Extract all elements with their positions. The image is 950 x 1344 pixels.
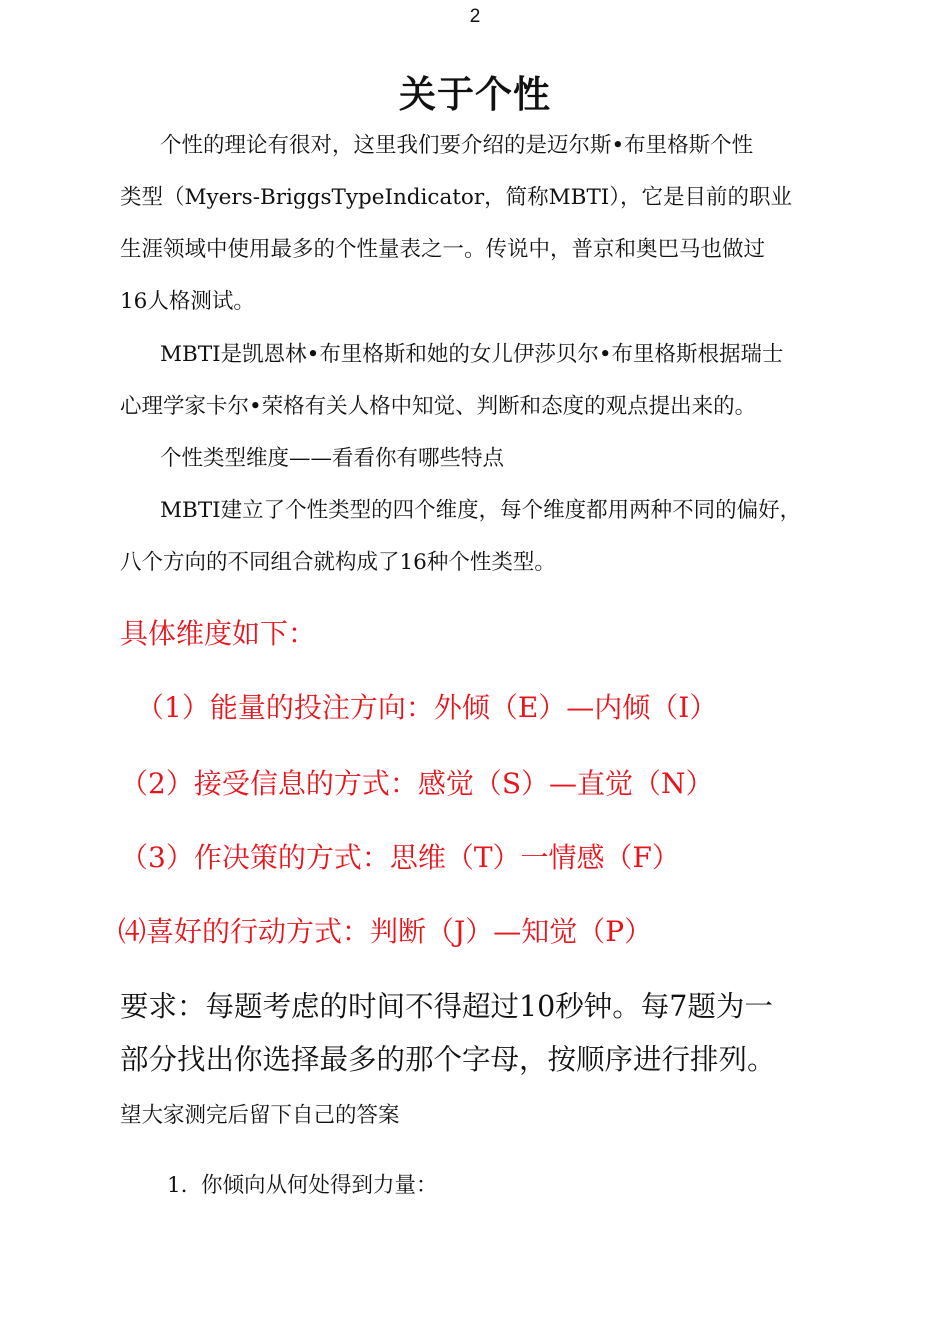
closing-note: 望大家测完后留下自己的答案: [120, 1103, 400, 1128]
structure-line-2: 八个方向的不同组合就构成了16种个性类型。: [120, 550, 556, 575]
intro-line-2: 类型（Myers-BriggsTypeIndicator，简称MBTI），它是目前的职业: [120, 185, 793, 210]
page-title: 关于个性: [399, 73, 551, 116]
requirement-line-2: 部分找出你选择最多的那个字母，按顺序进行排列。: [120, 1043, 776, 1076]
question-text: 你倾向从何处得到力量：: [201, 1173, 438, 1198]
dimension-item-4: ⑷喜好的行动方式：判断（J）—知觉（P）: [118, 915, 653, 948]
dimension-item-1: （1）能量的投注方向：外倾（E）—内倾（I）: [136, 691, 718, 724]
structure-line-1: MBTI建立了个性类型的四个维度，每个维度都用两种不同的偏好，: [160, 498, 802, 523]
dimension-item-2: （2）接受信息的方式：感觉（S）—直觉（N）: [120, 767, 714, 800]
intro-line-1: 个性的理论有很对，这里我们要介绍的是迈尔斯•布里格斯个性: [160, 133, 754, 158]
page-number: 2: [469, 6, 481, 27]
intro-line-4: 16人格测试。: [120, 289, 255, 314]
intro-line-3: 生涯领域中使用最多的个性量表之一。传说中，普京和奥巴马也做过: [120, 237, 766, 262]
question-1: [167, 1171, 438, 1201]
origin-line-2: 心理学家卡尔•荣格有关人格中知觉、判断和态度的观点提出来的。: [120, 394, 757, 419]
dimensions-heading: 具体维度如下：: [120, 617, 317, 650]
origin-line-1: MBTI是凯恩林•布里格斯和她的女儿伊莎贝尔•布里格斯根据瑞士: [160, 342, 784, 367]
subheading: 个性类型维度——看看你有哪些特点: [160, 446, 505, 471]
dimension-item-3: （3）作决策的方式：思维（T）一情感（F）: [120, 841, 680, 874]
requirement-line-1: 要求：每题考虑的时间不得超过10秒钟。每7题为一: [120, 990, 773, 1023]
question-number: 1.: [167, 1173, 188, 1198]
